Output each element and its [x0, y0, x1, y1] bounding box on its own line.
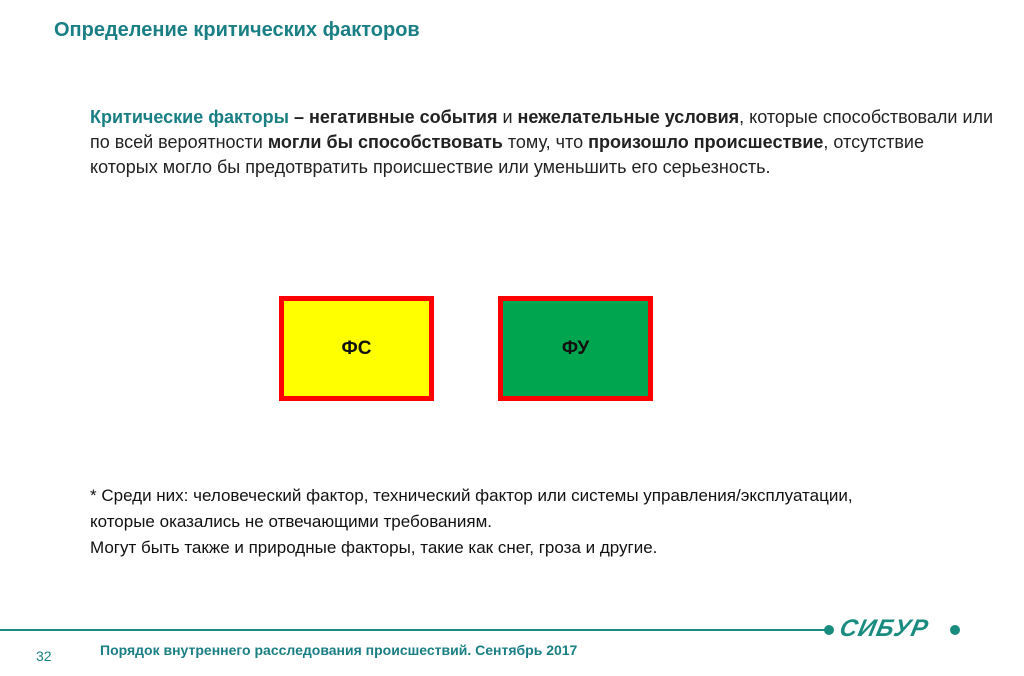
fu-box [498, 296, 653, 401]
footer-dot-right-icon [950, 625, 960, 635]
footer-dot-left-icon [824, 625, 834, 635]
footer-divider [0, 629, 828, 631]
definition-negative-events: негативные события [308, 107, 498, 127]
note-line-1: * Среди них: человеческий фактор, технический фактор или системы управления/эксплуатации, [90, 486, 853, 505]
definition-term: Критические факторы [90, 107, 289, 127]
definition-rest: , отсутствие которых могло бы предотвратить происшествие или уменьшить его серьезность. [90, 132, 924, 177]
note-paragraph [90, 483, 1010, 561]
fu-box-label: ФУ [561, 337, 590, 359]
page-number: 32 [36, 648, 52, 664]
note-line-2: которые оказались не отвечающими требованиям. [90, 512, 492, 531]
definition-paragraph [90, 105, 995, 180]
sibur-logo: СИБУР [837, 615, 932, 642]
definition-dash: – [288, 107, 309, 127]
fs-box [279, 296, 434, 401]
fs-box-label: ФС [341, 337, 372, 359]
definition-could-contribute: могли бы способствовать [267, 132, 503, 152]
footer-text: Порядок внутреннего расследования происшествий. Сентябрь 2017 [100, 642, 578, 658]
definition-and: и [497, 107, 518, 127]
definition-to-the: тому, что [502, 132, 589, 152]
definition-unwanted-conditions: нежелательные условия [517, 107, 740, 127]
slide-title: Определение критических факторов [54, 19, 420, 41]
definition-incident-occurred: произошло происшествие [588, 132, 824, 152]
definition-which: , которые способствовали или по всей вероятности [90, 107, 994, 152]
note-line-3: Могут быть также и природные факторы, такие как снег, гроза и другие. [90, 538, 658, 557]
